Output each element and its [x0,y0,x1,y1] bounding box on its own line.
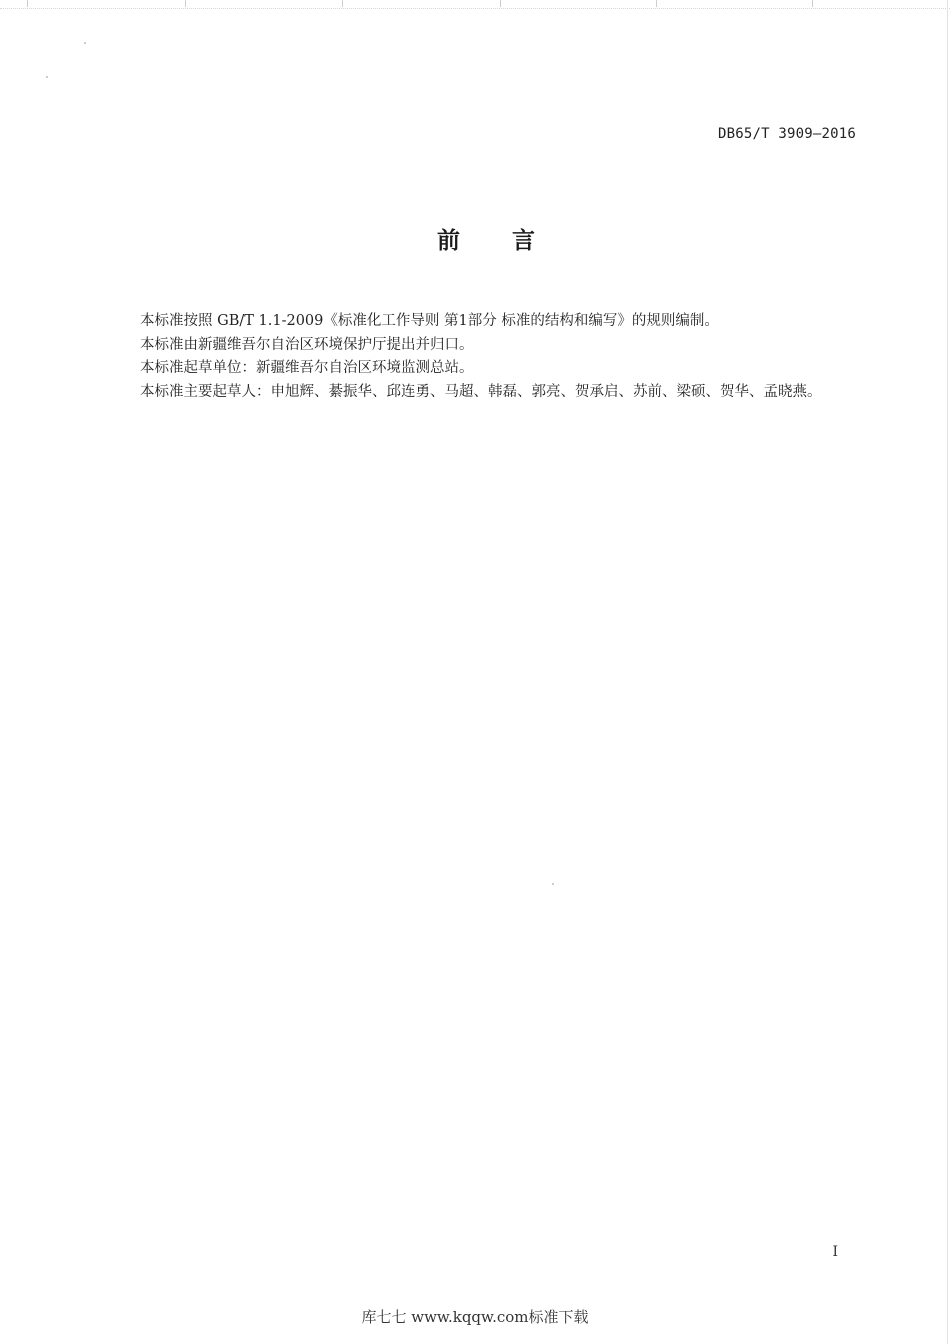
document-code: DB65/T 3909—2016 [717,126,856,142]
page-number: I [832,1244,838,1260]
scan-speck [552,883,554,885]
page-title: 前 言 [436,228,557,254]
scan-tick [185,0,186,7]
paragraph-drafters: 本标准主要起草人：申旭辉、綦振华、邱连勇、马超、韩磊、郭亮、贺承启、苏前、梁硕、贺华、孟晓燕。 [140,383,822,400]
scan-speck [46,76,48,78]
scan-top-edge [0,0,950,9]
scan-tick [656,0,657,7]
scan-tick [500,0,501,7]
scan-tick [27,0,28,7]
scan-tick [342,0,343,7]
scan-right-edge [947,0,948,1344]
scan-speck [84,42,86,44]
foreword-body [111,310,857,404]
paragraph-drafting-rules: 本标准按照 GB/T 1.1-2009《标准化工作导则 第1部分 标准的结构和编写》的规则编制。 [140,313,719,329]
paragraph-proposer: 本标准由新疆维吾尔自治区环境保护厅提出并归口。 [140,336,474,353]
footer-watermark: 库七七 www.kqqw.com标准下载 [361,1308,589,1326]
scan-tick [812,0,813,7]
paragraph-drafting-unit: 本标准起草单位：新疆维吾尔自治区环境监测总站。 [140,360,474,376]
